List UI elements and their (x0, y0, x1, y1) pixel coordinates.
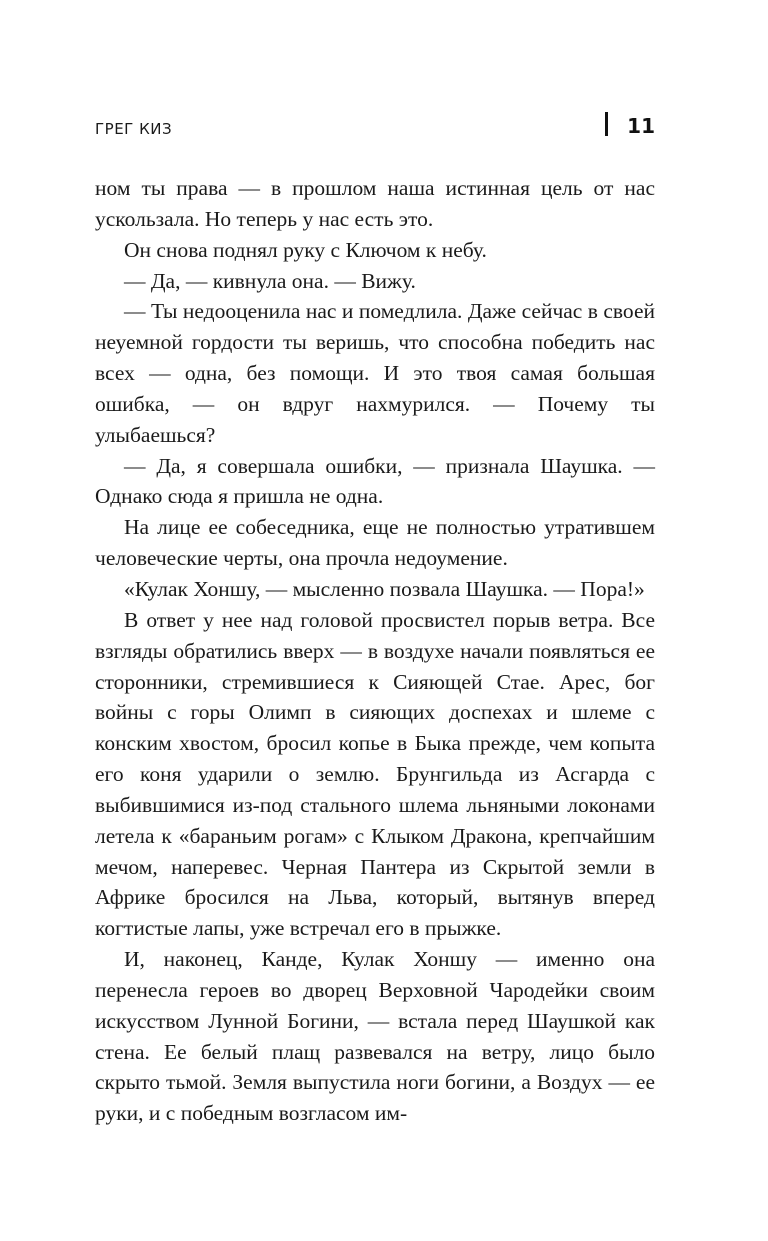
paragraph: В ответ у нее над головой просвистел порыв ветра. Все взгляды обратились вверх — в воздухе начали появляться ее сторонники, стремившиеся к Сияющей Стае. Арес, бог войны с горы Олимп в сияющих доспехах и шлеме с конским хвостом, бросил копье в Быка прежде, чем копыта его коня ударили о землю. Брунгильда из Асгарда с выбившимися из-под стального шлема льняными локонами летела к «бараньим рогам» с Клыком Дракона, крепчайшим мечом, наперевес. Черная Пантера из Скрытой земли в Африке бросился на Льва, который, вытянув вперед когтистые лапы, уже встречал его в прыжке. (95, 607, 655, 941)
paragraph: И, наконец, Канде, Кулак Хоншу — именно она перенесла героев во дворец Верховной Чародейки своим искусством Лунной Богини, — встала перед Шаушкой как стена. Ее белый плащ развевался на ветру, лицо было скрыто тьмой. Земля выпустила ноги богини, а Воздух — ее руки, и с победным возгласом им- (95, 947, 655, 1126)
paragraph: ном ты права — в прошлом наша истинная цель от нас ускользала. Но теперь у нас есть это. (95, 176, 655, 231)
paragraph: Он снова поднял руку с Ключом к небу. (124, 237, 487, 262)
paragraph: На лице ее собеседника, еще не полностью утратившем человеческие черты, она прочла недоумение. (95, 515, 655, 571)
running-head (95, 112, 655, 142)
paragraph: «Кулак Хоншу, — мысленно позвала Шаушка. — Пора!» (124, 576, 645, 601)
paragraph: — Ты недооценила нас и помедлила. Даже сейчас в своей неуемной гордости ты веришь, что способна победить нас всех — одна, без помощи. И это твоя самая большая ошибка, — он вдруг нахмурился. — Почему ты улыбаешься? (95, 299, 655, 447)
header-divider (605, 112, 608, 136)
paragraph: — Да, я совершала ошибки, — признала Шаушка. — Однако сюда я пришла не одна. (95, 453, 655, 509)
body-text (95, 173, 655, 1129)
page-number: 11 (627, 114, 655, 138)
paragraph: — Да, — кивнула она. — Вижу. (124, 268, 416, 293)
author-name: ГРЕГ КИЗ (95, 120, 173, 138)
